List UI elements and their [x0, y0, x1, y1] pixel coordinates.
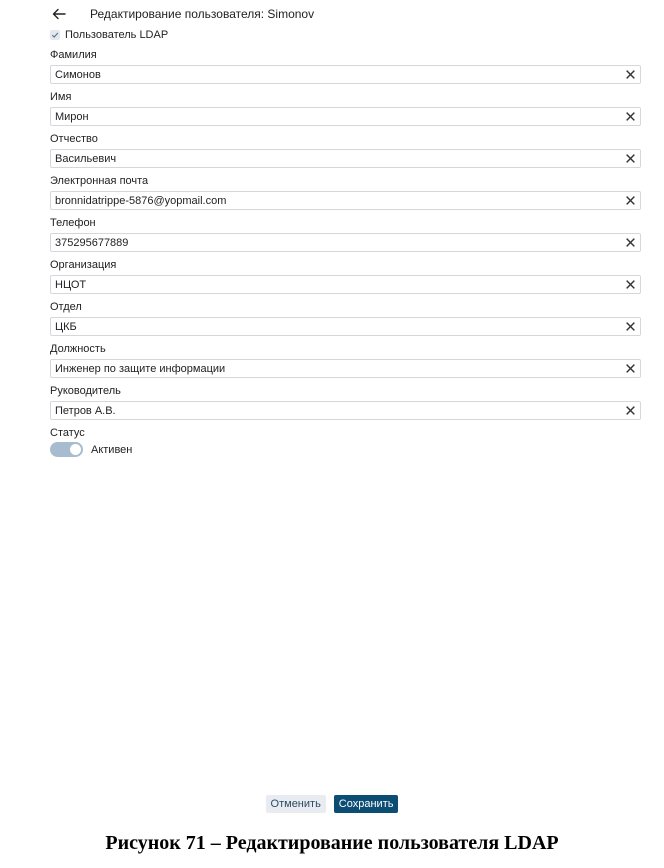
field-label: Фамилия — [50, 49, 97, 61]
first-name-input-box — [50, 107, 641, 126]
field-email — [50, 174, 641, 216]
ldap-checkbox-label: Пользователь LDAP — [65, 29, 169, 41]
field-label: Электронная почта — [50, 175, 149, 187]
cancel-button[interactable]: Отменить — [266, 795, 326, 813]
close-icon[interactable] — [625, 279, 636, 290]
department-input[interactable] — [55, 318, 615, 335]
field-position — [50, 342, 641, 384]
close-icon[interactable] — [625, 363, 636, 374]
close-icon[interactable] — [625, 321, 636, 332]
field-first-name — [50, 90, 641, 132]
manager-input[interactable] — [55, 402, 615, 419]
user-form — [50, 48, 641, 426]
field-phone — [50, 216, 641, 258]
field-label: Организация — [50, 259, 117, 271]
save-button[interactable]: Сохранить — [334, 795, 399, 813]
field-label: Руководитель — [50, 385, 121, 397]
close-icon[interactable] — [625, 237, 636, 248]
department-input-box — [50, 317, 641, 336]
phone-input-box — [50, 233, 641, 252]
patronymic-input-box — [50, 149, 641, 168]
field-manager — [50, 384, 641, 426]
toggle-knob — [70, 444, 81, 455]
arrow-left-icon — [52, 8, 66, 20]
position-input[interactable] — [55, 360, 615, 377]
email-input[interactable] — [55, 192, 615, 209]
close-icon[interactable] — [625, 153, 636, 164]
status-toggle[interactable] — [50, 442, 83, 457]
check-icon — [51, 31, 59, 39]
page-header — [50, 5, 650, 23]
close-icon[interactable] — [625, 405, 636, 416]
last-name-input[interactable] — [55, 66, 615, 83]
close-icon[interactable] — [625, 195, 636, 206]
phone-input[interactable] — [55, 234, 615, 251]
manager-input-box — [50, 401, 641, 420]
field-last-name — [50, 48, 641, 90]
organization-input-box — [50, 275, 641, 294]
form-actions — [0, 795, 664, 813]
last-name-input-box — [50, 65, 641, 84]
ldap-user-checkbox-row[interactable] — [50, 29, 168, 41]
first-name-input[interactable] — [55, 108, 615, 125]
field-label: Отдел — [50, 301, 82, 313]
field-patronymic — [50, 132, 641, 174]
email-input-box — [50, 191, 641, 210]
close-icon[interactable] — [625, 69, 636, 80]
patronymic-input[interactable] — [55, 150, 615, 167]
field-department — [50, 300, 641, 342]
field-label: Телефон — [50, 217, 96, 229]
page-title: Редактирование пользователя: Simonov — [90, 7, 315, 21]
field-label: Имя — [50, 91, 72, 103]
field-label: Должность — [50, 343, 106, 355]
status-value: Активен — [91, 443, 133, 456]
back-button[interactable] — [50, 5, 68, 23]
field-organization — [50, 258, 641, 300]
close-icon[interactable] — [625, 111, 636, 122]
position-input-box — [50, 359, 641, 378]
ldap-checkbox[interactable] — [50, 30, 60, 40]
status-label: Статус — [50, 427, 85, 439]
figure-caption: Рисунок 71 – Редактирование пользователя LDAP — [105, 832, 559, 854]
status-toggle-row — [50, 442, 132, 457]
field-label: Отчество — [50, 133, 98, 145]
organization-input[interactable] — [55, 276, 615, 293]
